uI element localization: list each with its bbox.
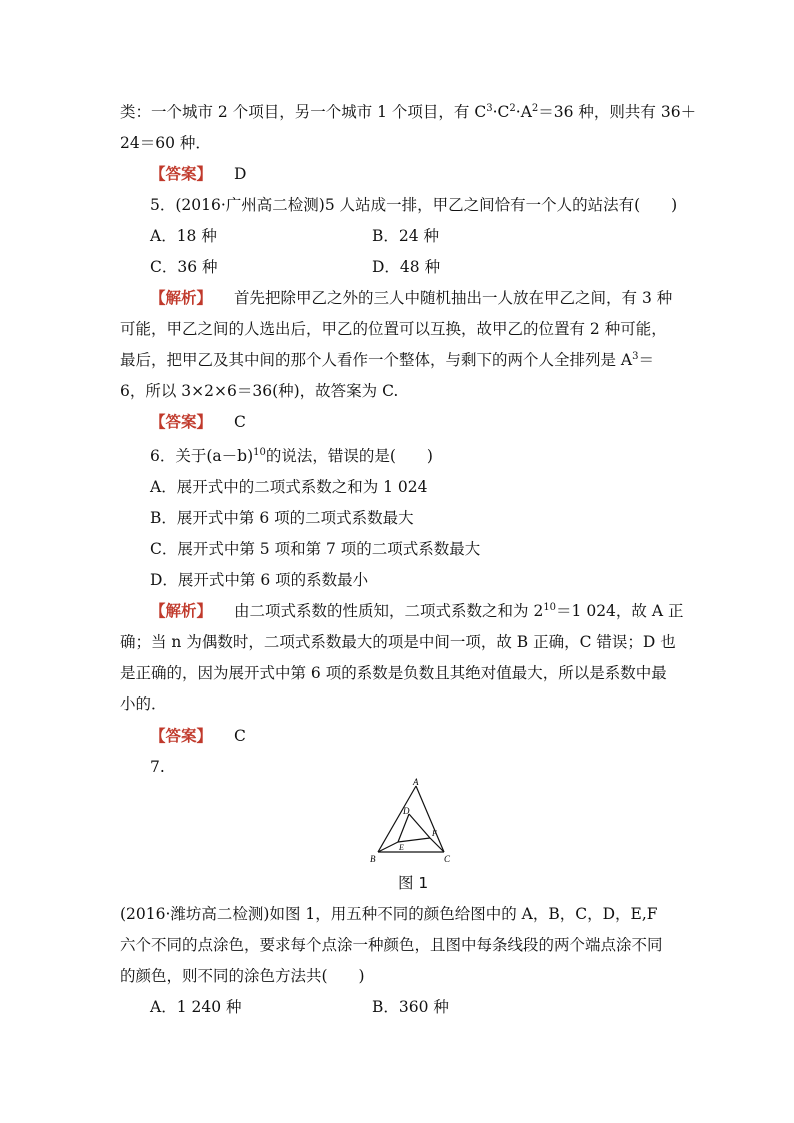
- solution-line: 6，所以 3×2×6＝36(种)，故答案为 C.: [120, 382, 399, 400]
- triangle-diagram: [368, 778, 458, 868]
- option-a: A．1 240 种: [150, 998, 242, 1016]
- option-b: B．24 种: [372, 227, 440, 245]
- question-7-number: 7.: [150, 758, 165, 776]
- text-line: 24＝60 种．: [120, 134, 211, 152]
- text-line: 类：一个城市 2 个项目，另一个城市 1 个项目，有 $C^3\cdot C^2\cdot A^2=36$ 种，则共有 36＋: [120, 102, 697, 121]
- option-row: [150, 997, 449, 1017]
- solution-line: 小的．: [120, 695, 167, 713]
- solution-line: 是正确的，因为展开式中第 6 项的系数是负数且其绝对值最大，所以是系数中最: [120, 664, 667, 682]
- option-a: A．展开式中的二项式系数之和为 1 024: [150, 478, 428, 496]
- answer-value: D: [234, 165, 247, 183]
- solution-line: 确；当 n 为偶数时，二项式系数最大的项是中间一项，故 B 正确，C 错误；D 也: [120, 633, 676, 651]
- label-e: E: [399, 843, 404, 852]
- label-b: B: [370, 854, 376, 864]
- solution-label: 【解析】: [150, 289, 213, 307]
- option-b: B．360 种: [372, 998, 449, 1016]
- answer-label: 【答案】: [150, 727, 213, 745]
- option-row: [150, 257, 441, 277]
- answer-line: [150, 726, 246, 746]
- figure-caption: 图 1: [398, 874, 429, 892]
- option-d: D．展开式中第 6 项的系数最小: [150, 571, 369, 589]
- solution-line: 可能，甲乙之间的人选出后，甲乙的位置可以互换，故甲乙的位置有 2 种可能，: [120, 320, 667, 338]
- label-a: A: [413, 778, 419, 787]
- answer-value: C: [234, 727, 246, 745]
- segment-cf: [430, 838, 444, 852]
- label-c: C: [444, 854, 451, 864]
- option-a: A．18 种: [150, 227, 217, 245]
- solution-line: 最后，把甲乙及其中间的那个人看作一个整体，与剩下的两个人全排列是 $A^3=$: [120, 350, 655, 369]
- question-7: (2016·潍坊高二检测)如图 1，用五种不同的颜色给图中的 A，B，C，D，E,F: [120, 905, 658, 923]
- answer-value: C: [234, 413, 246, 431]
- triangle-figure: [368, 778, 458, 868]
- option-c: C．展开式中第 5 项和第 7 项的二项式系数最大: [150, 540, 481, 558]
- option-b: B．展开式中第 6 项的二项式系数最大: [150, 509, 414, 527]
- segment-de: [398, 814, 409, 842]
- question-7: 六个不同的点涂色，要求每个点涂一种颜色，且图中每条线段的两个端点涂不同: [120, 936, 663, 954]
- segment-fd: [409, 814, 430, 838]
- solution-line: 【解析】 由二项式系数的性质知，二项式系数之和为 $2^{10}=1$ 024，故 A 正: [150, 601, 684, 620]
- question-7: 的颜色，则不同的涂色方法共( ): [120, 967, 365, 985]
- answer-label: 【答案】: [150, 413, 213, 431]
- solution-line: 【解析】 首先把除甲乙之外的三人中随机抽出一人放在甲乙之间，有 3 种: [150, 289, 673, 307]
- option-row: [150, 226, 440, 246]
- label-f: F: [432, 829, 437, 838]
- segment-ef: [398, 838, 430, 842]
- question-5: 5．(2016·广州高二检测)5 人站成一排，甲乙之间恰有一个人的站法有( ): [150, 196, 678, 214]
- segment-ac: [416, 786, 444, 852]
- answer-line: [150, 412, 246, 432]
- solution-label: 【解析】: [150, 602, 213, 620]
- answer-line: [150, 164, 246, 184]
- option-d: D．48 种: [372, 258, 441, 276]
- question-6: 6．关于$(a-b)^{10}$的说法，错误的是( ): [150, 446, 433, 465]
- answer-label: 【答案】: [150, 165, 213, 183]
- label-d: D: [403, 806, 410, 816]
- option-c: C．36 种: [150, 258, 218, 276]
